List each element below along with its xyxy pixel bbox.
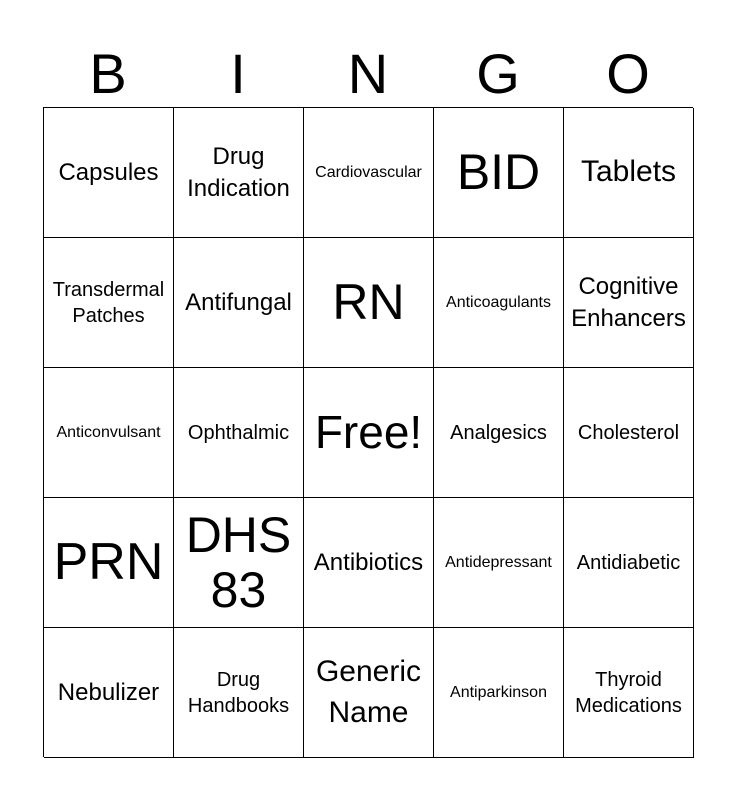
bingo-cell[interactable] [434, 628, 564, 758]
bingo-cell[interactable] [174, 368, 304, 498]
bingo-cell[interactable] [564, 108, 694, 238]
bingo-cell[interactable] [564, 628, 694, 758]
bingo-cell[interactable] [304, 108, 434, 238]
bingo-cell[interactable] [434, 238, 564, 368]
bingo-cell[interactable] [44, 108, 174, 238]
bingo-cell[interactable] [44, 498, 174, 628]
bingo-cell[interactable] [564, 238, 694, 368]
cell-label: Antifungal [185, 288, 292, 316]
bingo-cell[interactable] [174, 108, 304, 238]
bingo-cell[interactable] [434, 108, 564, 238]
bingo-cell[interactable] [174, 498, 304, 628]
header-letter-n: N [347, 42, 389, 105]
bingo-board [43, 107, 693, 757]
header-letter-i: I [230, 42, 246, 105]
cell-label: Drug Indication [187, 143, 290, 202]
header-letter-o: O [606, 42, 650, 105]
cell-label: DHS 83 [185, 506, 292, 618]
bingo-cell[interactable] [44, 238, 174, 368]
bingo-cell[interactable] [304, 238, 434, 368]
bingo-cell[interactable] [174, 238, 304, 368]
cell-label: Capsules [58, 158, 159, 186]
cell-label: Cholesterol [577, 421, 680, 444]
header-letter-g: G [476, 42, 520, 105]
cell-label: RN [332, 274, 405, 330]
cell-label: Anticonvulsant [56, 423, 161, 441]
bingo-cell[interactable] [44, 368, 174, 498]
bingo-cell[interactable] [434, 368, 564, 498]
bingo-cell[interactable] [44, 628, 174, 758]
cell-label: Analgesics [450, 421, 547, 444]
cell-label: Antidiabetic [576, 551, 681, 574]
cell-label: Drug Handbooks [187, 668, 290, 717]
header-letter-b: B [89, 42, 127, 105]
cell-label: BID [456, 144, 541, 200]
free-space-cell[interactable] [304, 368, 434, 498]
cell-label: Generic Name [315, 655, 422, 729]
cell-label: Cognitive Enhancers [571, 273, 686, 332]
bingo-cell[interactable] [434, 498, 564, 628]
cell-label: Anticoagulants [446, 293, 551, 311]
cell-label: Tablets [580, 155, 677, 189]
cell-label: Thyroid Medications [575, 668, 682, 717]
bingo-cell[interactable] [304, 498, 434, 628]
cell-label: PRN [53, 532, 164, 591]
cell-label: Antidepressant [445, 553, 552, 571]
bingo-cell[interactable] [564, 368, 694, 498]
bingo-header [43, 44, 693, 104]
cell-label: Nebulizer [57, 678, 160, 706]
bingo-cell[interactable] [304, 628, 434, 758]
cell-label: Antibiotics [313, 548, 424, 576]
cell-label: Transdermal Patches [52, 278, 165, 327]
cell-label: Ophthalmic [187, 421, 290, 444]
bingo-cell[interactable] [174, 628, 304, 758]
bingo-cell[interactable] [564, 498, 694, 628]
cell-label: Antiparkinson [450, 683, 547, 701]
free-space-label: Free! [314, 406, 423, 459]
cell-label: Cardiovascular [315, 163, 422, 181]
